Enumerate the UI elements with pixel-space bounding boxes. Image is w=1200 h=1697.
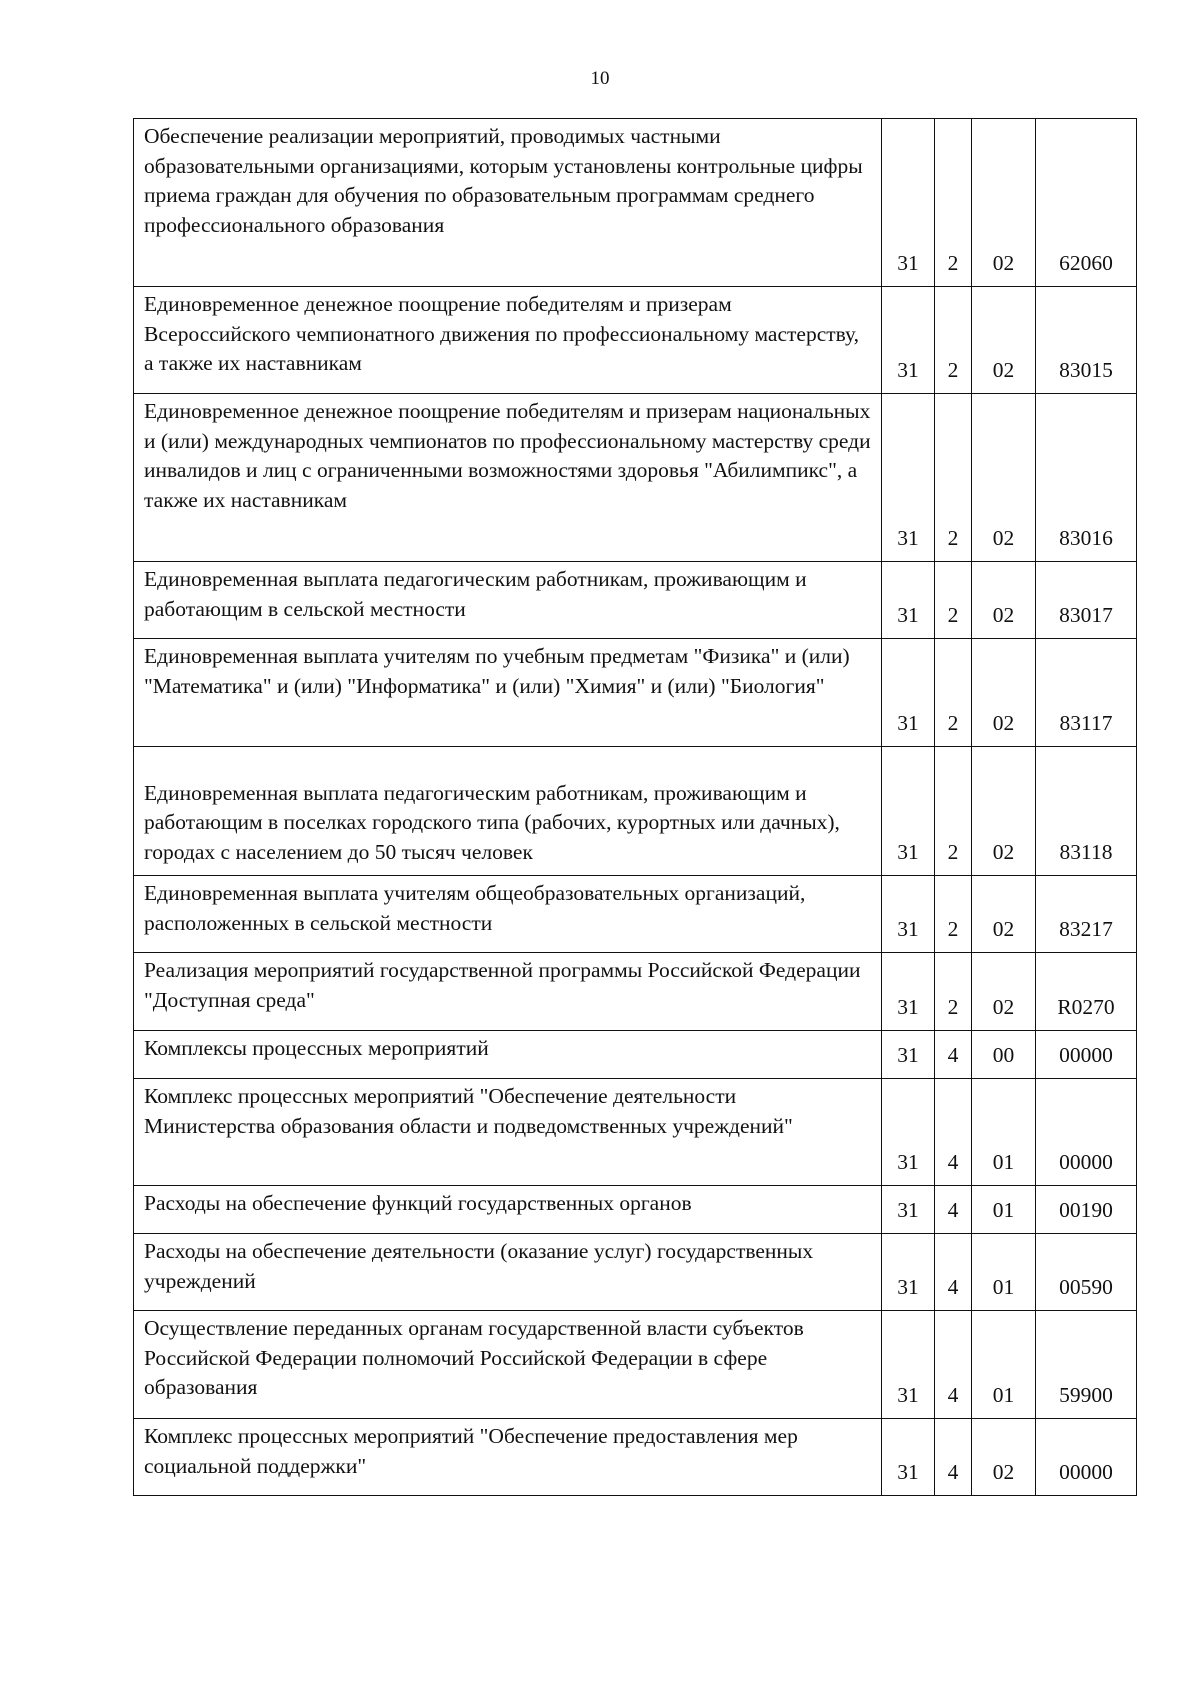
code-type: 2 bbox=[935, 747, 972, 876]
code-direction: R0270 bbox=[1036, 953, 1137, 1031]
code-program: 31 bbox=[882, 639, 935, 747]
code-program: 31 bbox=[882, 876, 935, 953]
code-type: 4 bbox=[935, 1186, 972, 1234]
code-direction: 83118 bbox=[1036, 747, 1137, 876]
code-program: 31 bbox=[882, 1186, 935, 1234]
code-direction: 00000 bbox=[1036, 1031, 1137, 1079]
code-complex: 00 bbox=[972, 1031, 1036, 1079]
row-name: Единовременное денежное поощрение победителям и призерам национальных и (или) международных чемпионатов по профессиональному мастерству среди инвалидов и лиц с ограниченными возможностями здоровья "Абилимпикс", а также их наставникам bbox=[134, 394, 882, 562]
budget-classification-table bbox=[133, 118, 1137, 1496]
code-program: 31 bbox=[882, 394, 935, 562]
code-direction: 62060 bbox=[1036, 119, 1137, 287]
table-row bbox=[134, 639, 1137, 747]
row-name: Расходы на обеспечение деятельности (оказание услуг) государственных учреждений bbox=[134, 1234, 882, 1311]
row-name: Единовременная выплата педагогическим работникам, проживающим и работающим в поселках городского типа (рабочих, курортных или дачных), городах с населением до 50 тысяч человек bbox=[134, 747, 882, 876]
code-type: 2 bbox=[935, 394, 972, 562]
table-row bbox=[134, 119, 1137, 287]
table-row bbox=[134, 876, 1137, 953]
code-complex: 02 bbox=[972, 953, 1036, 1031]
code-direction: 00190 bbox=[1036, 1186, 1137, 1234]
row-name: Осуществление переданных органам государственной власти субъектов Российской Федерации полномочий Российской Федерации в сфере образования bbox=[134, 1311, 882, 1419]
row-name: Реализация мероприятий государственной программы Российской Федерации "Доступная среда" bbox=[134, 953, 882, 1031]
code-complex: 02 bbox=[972, 639, 1036, 747]
code-complex: 01 bbox=[972, 1311, 1036, 1419]
table-row bbox=[134, 1186, 1137, 1234]
code-program: 31 bbox=[882, 1311, 935, 1419]
row-name: Обеспечение реализации мероприятий, проводимых частными образовательными организациями, которым установлены контрольные цифры приема граждан для обучения по образовательным программам среднего профессионального образования bbox=[134, 119, 882, 287]
table-row bbox=[134, 1419, 1137, 1496]
code-program: 31 bbox=[882, 953, 935, 1031]
code-complex: 01 bbox=[972, 1186, 1036, 1234]
code-type: 4 bbox=[935, 1311, 972, 1419]
code-complex: 01 bbox=[972, 1079, 1036, 1186]
code-complex: 02 bbox=[972, 562, 1036, 639]
row-name: Комплекс процессных мероприятий "Обеспечение деятельности Министерства образования области и подведомственных учреждений" bbox=[134, 1079, 882, 1186]
code-complex: 02 bbox=[972, 747, 1036, 876]
code-program: 31 bbox=[882, 562, 935, 639]
table-row bbox=[134, 953, 1137, 1031]
code-type: 4 bbox=[935, 1079, 972, 1186]
table-row bbox=[134, 747, 1137, 876]
table-row bbox=[134, 562, 1137, 639]
table-row bbox=[134, 1311, 1137, 1419]
row-name: Единовременная выплата учителям по учебным предметам "Физика" и (или) "Математика" и (или) "Информатика" и (или) "Химия" и (или) "Биология" bbox=[134, 639, 882, 747]
code-type: 4 bbox=[935, 1419, 972, 1496]
row-name: Комплексы процессных мероприятий bbox=[134, 1031, 882, 1079]
table-row bbox=[134, 1234, 1137, 1311]
table-row bbox=[134, 287, 1137, 394]
code-type: 2 bbox=[935, 562, 972, 639]
code-direction: 59900 bbox=[1036, 1311, 1137, 1419]
code-direction: 83117 bbox=[1036, 639, 1137, 747]
code-program: 31 bbox=[882, 119, 935, 287]
code-complex: 02 bbox=[972, 876, 1036, 953]
code-complex: 02 bbox=[972, 119, 1036, 287]
code-program: 31 bbox=[882, 1079, 935, 1186]
code-direction: 83017 bbox=[1036, 562, 1137, 639]
code-program: 31 bbox=[882, 1234, 935, 1311]
code-direction: 83015 bbox=[1036, 287, 1137, 394]
code-program: 31 bbox=[882, 287, 935, 394]
code-type: 2 bbox=[935, 953, 972, 1031]
code-direction: 00590 bbox=[1036, 1234, 1137, 1311]
table-row bbox=[134, 1031, 1137, 1079]
row-name: Расходы на обеспечение функций государственных органов bbox=[134, 1186, 882, 1234]
code-type: 2 bbox=[935, 876, 972, 953]
code-complex: 02 bbox=[972, 394, 1036, 562]
code-type: 4 bbox=[935, 1031, 972, 1079]
code-direction: 83217 bbox=[1036, 876, 1137, 953]
code-complex: 01 bbox=[972, 1234, 1036, 1311]
code-direction: 00000 bbox=[1036, 1419, 1137, 1496]
code-complex: 02 bbox=[972, 1419, 1036, 1496]
table-row bbox=[134, 1079, 1137, 1186]
code-direction: 83016 bbox=[1036, 394, 1137, 562]
code-type: 2 bbox=[935, 119, 972, 287]
page-number: 10 bbox=[590, 68, 610, 89]
code-type: 2 bbox=[935, 287, 972, 394]
code-program: 31 bbox=[882, 1419, 935, 1496]
code-program: 31 bbox=[882, 1031, 935, 1079]
code-type: 2 bbox=[935, 639, 972, 747]
code-direction: 00000 bbox=[1036, 1079, 1137, 1186]
row-name: Единовременная выплата педагогическим работникам, проживающим и работающим в сельской местности bbox=[134, 562, 882, 639]
code-complex: 02 bbox=[972, 287, 1036, 394]
row-name: Единовременная выплата учителям общеобразовательных организаций, расположенных в сельской местности bbox=[134, 876, 882, 953]
code-type: 4 bbox=[935, 1234, 972, 1311]
table-row bbox=[134, 394, 1137, 562]
row-name: Единовременное денежное поощрение победителям и призерам Всероссийского чемпионатного движения по профессиональному мастерству, а также их наставникам bbox=[134, 287, 882, 394]
code-program: 31 bbox=[882, 747, 935, 876]
row-name: Комплекс процессных мероприятий "Обеспечение предоставления мер социальной поддержки" bbox=[134, 1419, 882, 1496]
